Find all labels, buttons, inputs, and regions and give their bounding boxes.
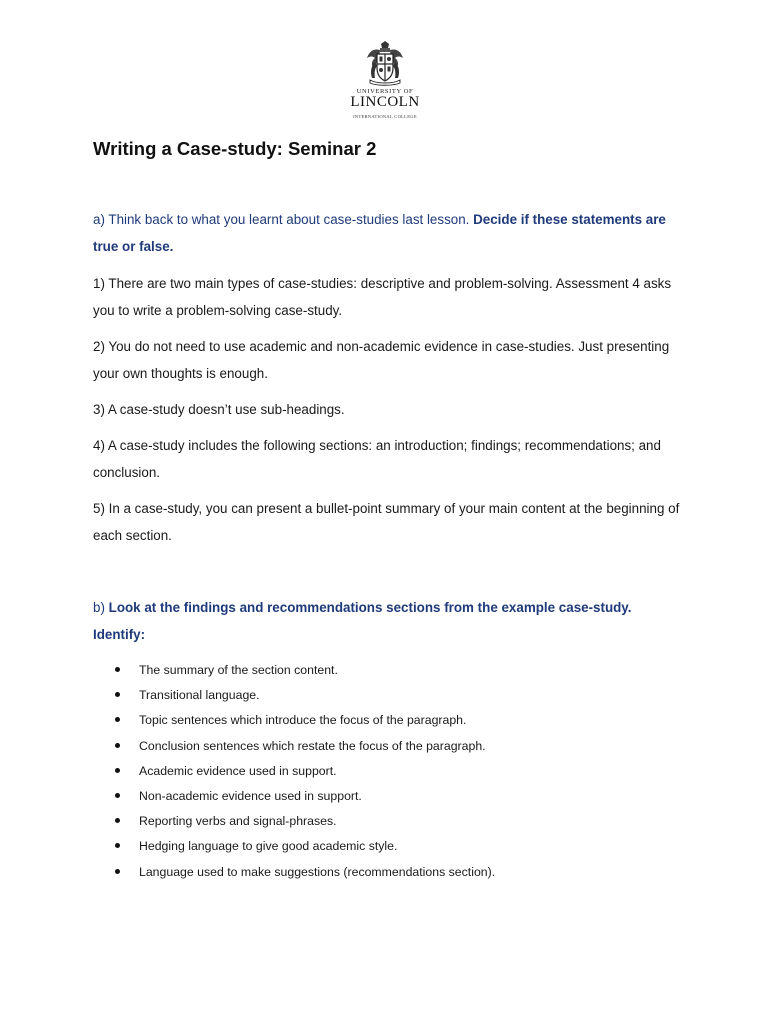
- university-crest-icon: [340, 40, 430, 86]
- logo-name: LINCOLN: [350, 94, 420, 110]
- list-item: [115, 809, 675, 834]
- page-title: Writing a Case-study: Seminar 2: [93, 138, 377, 159]
- bullet-icon: [115, 768, 120, 773]
- logo-college: INTERNATIONAL COLLEGE: [353, 114, 417, 119]
- bullet-icon: [115, 717, 120, 722]
- list-item: [115, 784, 675, 809]
- list-item-text: Non-academic evidence used in support.: [139, 789, 362, 804]
- list-item: [115, 834, 675, 859]
- bullet-icon: [115, 743, 120, 748]
- section-a-instruction: Decide if these statements are true or false.: [93, 212, 666, 254]
- bullet-icon: [115, 869, 120, 874]
- logo-university-of: UNIVERSITY OF: [356, 88, 414, 95]
- list-item-text: Language used to make suggestions (recommendations section).: [139, 864, 496, 879]
- list-item-text: Hedging language to give good academic style.: [139, 839, 398, 854]
- statement-item: 4) A case-study includes the following sections: an introduction; findings; recommendations; and conclusion.: [93, 438, 661, 480]
- list-item-text: Transitional language.: [139, 688, 260, 703]
- list-item: [115, 658, 675, 683]
- list-item-text: Reporting verbs and signal-phrases.: [139, 814, 337, 829]
- bullet-icon: [115, 793, 120, 798]
- statement-item: 3) A case-study doesn’t use sub-headings.: [93, 402, 345, 417]
- university-logo: [340, 40, 430, 124]
- bullet-icon: [115, 667, 120, 672]
- list-item: [115, 683, 675, 708]
- list-item-text: The summary of the section content.: [139, 663, 338, 677]
- bullet-icon: [115, 843, 120, 848]
- list-item-text: Academic evidence used in support.: [139, 763, 337, 778]
- list-item: [115, 759, 675, 784]
- list-item: [115, 860, 675, 885]
- statement-item: 1) There are two main types of case-studies: descriptive and problem-solving. Assessment 4 asks you to write a problem-solving case-study.: [93, 276, 672, 318]
- list-item: [115, 734, 675, 759]
- list-item: [115, 708, 675, 733]
- list-item-text: Conclusion sentences which restate the focus of the paragraph.: [139, 738, 486, 753]
- identify-list: [115, 658, 675, 885]
- section-a-heading: [93, 206, 683, 260]
- bullet-icon: [115, 818, 120, 823]
- bullet-icon: [115, 692, 120, 697]
- statement-list: [93, 270, 683, 558]
- section-b-heading: [93, 594, 683, 648]
- section-a-intro: a) Think back to what you learnt about case-studies last lesson.: [93, 212, 474, 227]
- section-b-instruction: Look at the findings and recommendations sections from the example case-study. Identify:: [93, 600, 632, 642]
- statement-item: 2) You do not need to use academic and non-academic evidence in case-studies. Just presenting your own thoughts is enough.: [93, 339, 670, 381]
- section-b-prefix: b): [93, 600, 109, 615]
- list-item-text: Topic sentences which introduce the focus of the paragraph.: [139, 713, 467, 728]
- statement-item: 5) In a case-study, you can present a bullet-point summary of your main content at the beginning of each section.: [93, 501, 680, 543]
